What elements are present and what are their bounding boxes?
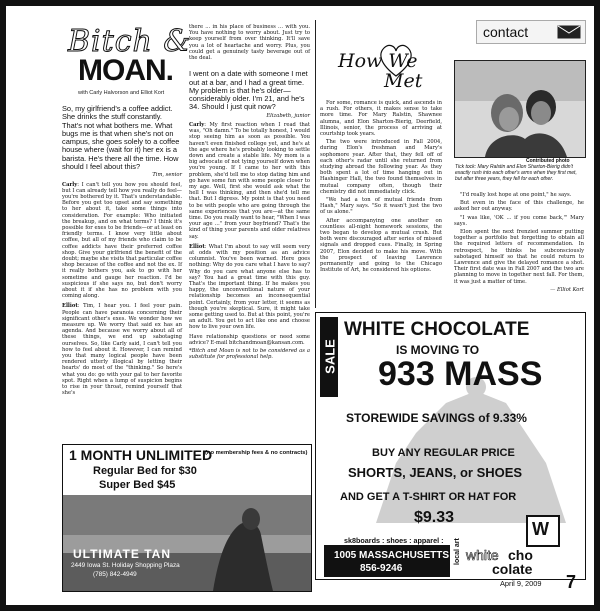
wc-moving: IS MOVING TO xyxy=(396,343,480,357)
wc-buy: BUY ANY REGULAR PRICE xyxy=(372,447,515,459)
envelope-icon xyxy=(557,25,581,39)
letter-2-signoff: Elizabeth, junior xyxy=(266,112,310,119)
photo-credit: Contributed photo xyxy=(526,158,570,164)
wc-contact-box xyxy=(324,545,450,577)
hwm-para-5: "I'd really lost hope at one point," he says. xyxy=(460,192,572,198)
hwm-signoff: — Elliot Kort xyxy=(550,286,584,293)
elliot-reply-2: Elliot: What I'm about to say will seem very at odds with my position as an advice columnist. You've been warned. Here goes nothing: Why do you care what I have to say? Why do you care what anyone else has to say? You had a great time with this guy. That's the important thing. If he makes you happy, the unconventional nature of your relationship becomes an inconsequential point. Certainly, from your letter, it seems as though you're skeptical. Sure, it might take some getting used to. But at this point, you're an adult. You get to act like one and choose how to live your own life. xyxy=(189,243,310,331)
wc-logo xyxy=(466,547,578,577)
hwm-para-1: For some, romance is quick, and ascends in a rush. For others, it makes sense to take more time. For Mary Ralstin, Shawnee alumna, and Elon Sharton-Bierig, Deerfield, Illinois, senior, the process of arriving at courtship took years. xyxy=(320,100,442,138)
hwm-para-7: "I was like, 'OK ... if you come back,'" Mary says. xyxy=(454,214,584,227)
advice-disclaimer: *Bitch and Moan is not to be considered as a substitute for professional help. xyxy=(189,348,310,361)
title-how-we: How We xyxy=(338,50,418,72)
wc-logo-box xyxy=(526,515,560,547)
wc-new-address: 933 MASS xyxy=(378,355,543,393)
wc-savings: STOREWIDE SAVINGS of 9.33% xyxy=(346,411,527,425)
elliot-label-2: Elliot xyxy=(189,243,205,250)
wc-phone: 856-9246 xyxy=(360,563,403,574)
masthead-title-bottom: MOAN. xyxy=(78,54,173,87)
issue-date: April 9, 2009 xyxy=(500,579,542,588)
letter-1-signoff: Tim, senior xyxy=(152,172,182,179)
tan-super-bed: Super Bed $45 xyxy=(99,479,176,491)
wc-items: SHORTS, JEANS, or SHOES xyxy=(348,465,523,480)
carly-label: Carly xyxy=(62,181,78,188)
photo-illustration xyxy=(455,61,585,157)
advice-column-2 xyxy=(189,24,310,362)
hwm-para-3: "We had a ton of mutual friends from Hash," Mary says. "So it wasn't just the two of us alone." xyxy=(320,197,442,216)
masthead-byline: with Carly Halvorson and Elliot Kort xyxy=(78,90,165,96)
magazine-page xyxy=(6,6,594,605)
sale-badge xyxy=(320,317,338,397)
advice-column-1 xyxy=(62,105,182,398)
sale-label: SALE xyxy=(322,339,338,374)
advice-contact-note: Have relationship questions or need some advice? E-mail bitchandmoan@kansan.com. xyxy=(189,333,310,346)
hwm-para-6: But even in the face of this challenge, he asked her out anyway. xyxy=(454,200,584,213)
wc-logo-colate: colate xyxy=(492,561,533,577)
ultimate-tan-ad[interactable] xyxy=(62,444,312,592)
carly-reply-1: Carly: I can't tell you how you should feel, but I can already tell how you really do feel—you're bothered by it. That's understandable. Before you get too upset and say something to her about it, take some things into consideration. For example: Who initiated the breakup, and on what terms? I think it's possible for exes to be friends—or at least on friendly terms. I know very little about coffee, but all of my friends who claim to be coffee addicts have their preferred coffee shop. Give your girlfriend the benefit of the doubt; maybe she visits that particular coffee shop because of the coffee and not the ex. If it really bothers you, ask to go with her sometime and gauge her reaction. I'd be suspicious if she says no, but don't worry about it if she has no problem with you coming along. xyxy=(62,181,182,300)
tan-address: 2449 Iowa St. Holiday Shopping Plaza xyxy=(71,562,180,569)
masthead xyxy=(62,24,192,100)
hwm-para-8: Elon spent the next frenzied summer putting together a portfolio but forgetting to obtain all the required letters of recommendation. In retrospect, he thinks he subconsciously sabotaged himself so that he could return to Lawrence and give the delayed romance a shot. Their first date was in Fall 2007 and the two are planning to move in together next fall. For them, it was just a matter of time. xyxy=(454,229,584,285)
wc-offer: AND GET A T-SHIRT OR HAT FOR xyxy=(340,491,517,503)
elliot-reply-1: Elliot: Tim, I hear you. I feel your pain. People can have paranoia concerning their significant other's exes. We wonder how we measure up. We worry that said ex has an agenda. And because we worry about all of these things, we end up sabotaging ourselves. So, like Carly said, I can't tell you how to feel about it. However, I can remind you that many logical people have been rendered utterly illogical by letting their hearts' do most of the "thinking." So here's what you do: go with your gal to her favorite spot. Right when a lump of suspicion begins to rise in your throat, remind yourself that she's xyxy=(62,303,182,397)
carly-reply-2: Carly: My first reaction when I read that was, "Oh damn." To be totally honest, I would stop seeing him as soon as possible. You haven't even finished college yet, and he's at the age where he's probably looking to settle down and create a stable life. My mom is a big advocate of not tying yourself down when you're young. If I came to her with this problem, she'd tell me to stop dating him and go have some fun with some people closer to my age. Well, first she would ask what the hell I was thinking, and then she'd tell me that. But I digress. My point is that you need to be with people who are going through the same experiences that you are—at the same time. Do you really want to hear, "When I was your age ..." from your boyfriend? That's the kind of thing your parents and older relatives say. xyxy=(189,121,310,240)
wc-logo-cho: cho xyxy=(508,547,533,563)
white-chocolate-ad[interactable] xyxy=(315,312,586,580)
masthead-title-top: Bitch & xyxy=(68,24,192,59)
letter-2: I went on a date with someone I met out at a bar, and I had a great time. My problem is that he's older—considerably older. I'm 21, and he's 34. Should I just quit now? xyxy=(189,69,308,112)
wc-local-art: local art xyxy=(454,538,461,565)
wc-monogram-icon: W xyxy=(532,519,549,539)
carly-label-2: Carly xyxy=(189,121,205,128)
wc-logo-white: white xyxy=(466,547,499,563)
wc-headline: WHITE CHOCOLATE xyxy=(344,319,530,340)
how-we-met-column-2 xyxy=(454,192,584,295)
wc-price: $9.33 xyxy=(414,509,455,526)
wc-categories: sk8boards : shoes : apparel : xyxy=(344,536,444,545)
letter-1: So, my girlfriend's a coffee addict. She drinks the stuff constantly. That's not what bothers me. What bugs me is that when she's not on campus, she goes solely to a coffee house where (wait for it) her ex is a barista. He's there all the time. How should I feel about this? xyxy=(62,104,180,172)
tan-phone: (785) 842-4949 xyxy=(93,571,137,578)
contact-label: contact xyxy=(483,24,529,40)
tan-regular-bed: Regular Bed for $30 xyxy=(93,465,197,477)
tan-note: (no membership fees & no contracts) xyxy=(205,450,308,456)
contact-tab[interactable] xyxy=(476,20,586,44)
elliot-reply-1-continued: there ... in his place of business ... with you. You have nothing to worry about. Just try to keep yourself from over thinking. It'll save you a lot of heartache and worry. Plus, you could get a genuinely tasty beverage out of the deal. xyxy=(189,24,310,62)
tan-brand: ULTIMATE TAN xyxy=(73,547,171,561)
couple-photo xyxy=(454,60,586,158)
how-we-met-title xyxy=(330,40,446,90)
column-divider xyxy=(315,20,316,308)
how-we-met-column-1 xyxy=(320,100,442,275)
hwm-para-2: The two were introduced in Fall 2004, during Elon's freshman and Mary's sophomore year. After that, they fell off of each other's radar until she returned from studying abroad the following year. As they both spent a lot of time hanging out in Hashinger Hall, the two found themselves in mutual company often, though their chemistry did not immediately click. xyxy=(320,139,442,195)
tan-headline: 1 MONTH UNLIMITED xyxy=(69,447,213,463)
photo-caption: Tick tock: Mary Ralstin and Elon Sharton-Bierig didn't exactly rush into each other's arms when they first met, but after three years, they fell for each other. xyxy=(455,164,577,182)
hwm-para-4: After accompanying one another on countless all-night homework sessions, the two began to develop a mutual crush. But both were discouraged after series of missed signals and dropped cues. Finally, in Spring 2007, Elon decided to make his move. With the prospect of leaving Lawrence permanently and going to the Chicago Institute of Art, he considered his options. xyxy=(320,217,442,274)
title-met: Met xyxy=(384,70,423,92)
wc-old-address: 1005 MASSACHUSETTS xyxy=(334,550,450,561)
elliot-label: Elliot xyxy=(62,303,78,310)
page-number: 7 xyxy=(566,572,577,592)
